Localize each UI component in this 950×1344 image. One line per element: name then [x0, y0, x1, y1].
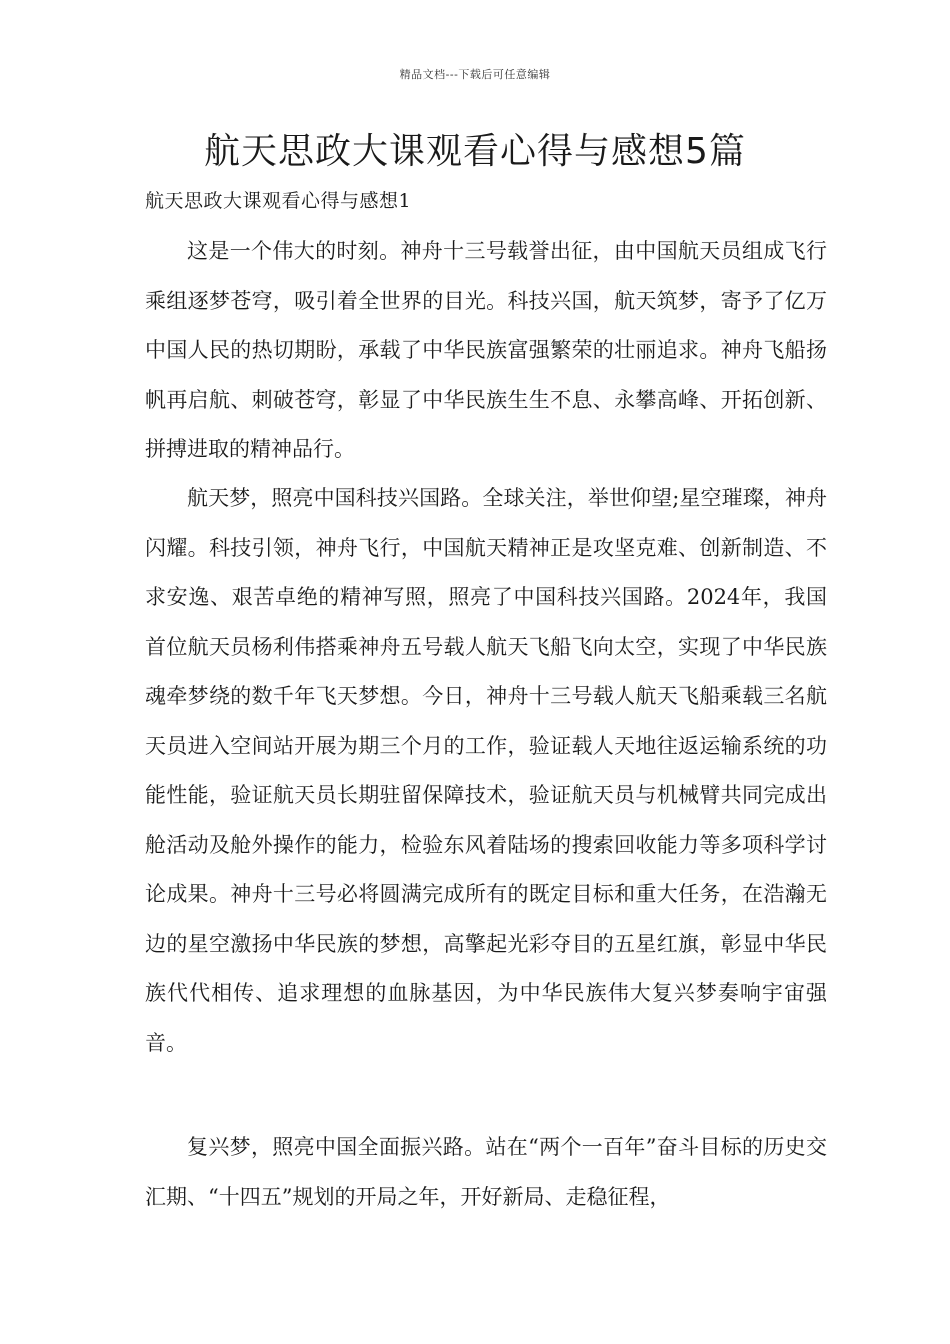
paragraph-2: 航天梦，照亮中国科技兴国路。全球关注，举世仰望;星空璀璨，神舟闪耀。科技引领，神舟飞行，中国航天精神正是攻坚克难、创新制造、不求安逸、艰苦卓绝的精神写照，照亮了中国科技兴国路。2024年，我国首位航天员杨利伟搭乘神舟五号载人航天飞船飞向太空，实现了中华民族魂牵梦绕的数千年飞天梦想。今日，神舟十三号载人航天飞船乘载三名航天员进入空间站开展为期三个月的工作，验证载人天地往返运输系统的功能性能，验证航天员长期驻留保障技术，验证航天员与机械臂共同完成出舱活动及舱外操作的能力，检验东风着陆场的搜索回收能力等多项科学讨论成果。神舟十三号必将圆满完成所有的既定目标和重大任务，在浩瀚无边的星空激扬中华民族的梦想，高擎起光彩夺目的五星红旗，彰显中华民族代代相传、追求理想的血脉基因，为中华民族伟大复兴梦奏响宇宙强音。 — [145, 486, 827, 1055]
paragraph-3: 复兴梦，照亮中国全面振兴路。站在“两个一百年”奋斗目标的历史交汇期、“十四五”规划的开局之年，开好新局、走稳征程， — [145, 1135, 827, 1209]
header-note: 精品文档---下载后可任意编辑 — [399, 68, 551, 81]
document-title: 航天思政大课观看心得与感想5篇 — [204, 131, 746, 172]
paragraph-1: 这是一个伟大的时刻。神舟十三号载誉出征，由中国航天员组成飞行乘组逐梦苍穹，吸引着全世界的目光。科技兴国，航天筑梦，寄予了亿万中国人民的热切期盼，承载了中华民族富强繁荣的壮丽追求。神舟飞船扬帆再启航、刺破苍穹，彰显了中华民族生生不息、永攀高峰、开拓创新、拼搏进取的精神品行。 — [145, 239, 827, 461]
section-title: 航天思政大课观看心得与感想1 — [145, 190, 412, 212]
